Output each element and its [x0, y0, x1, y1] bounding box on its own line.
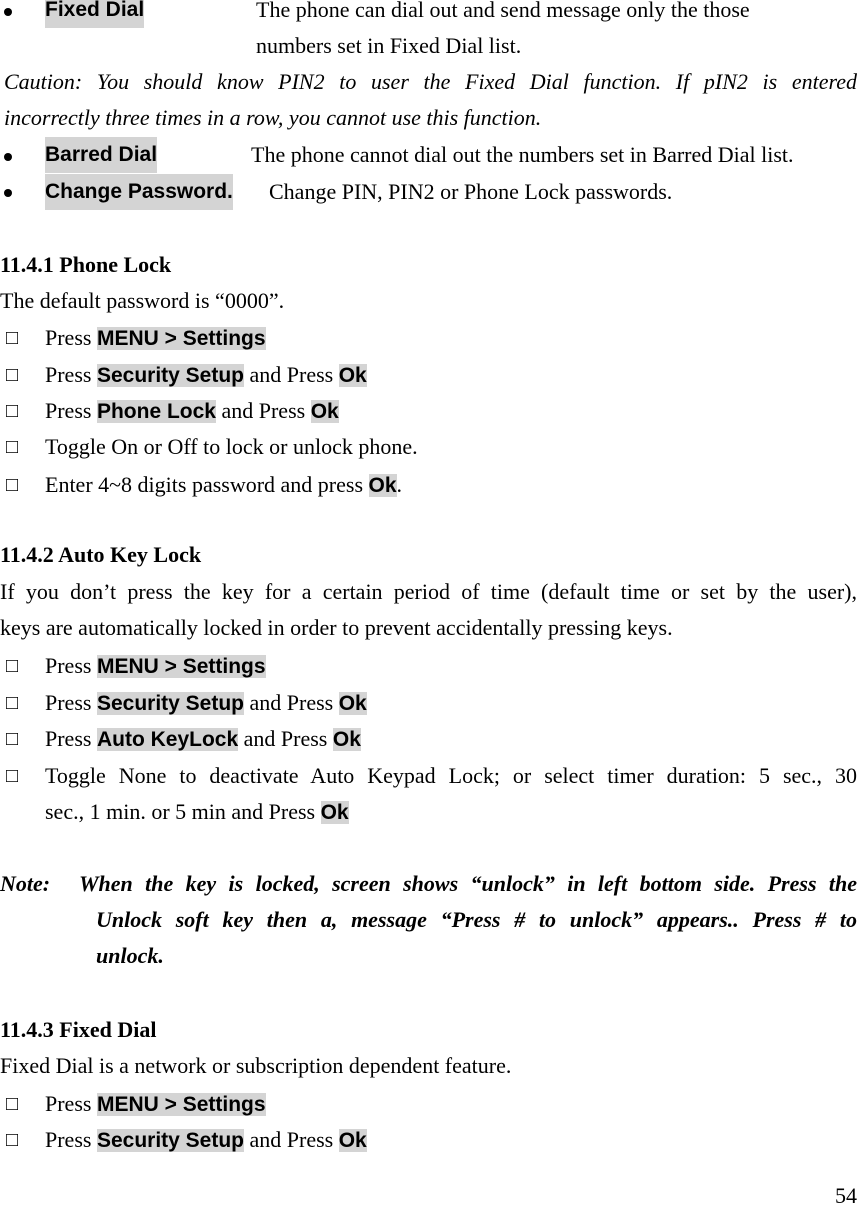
step-checkbox-icon: □	[6, 1129, 19, 1151]
menu-path: MENU > Settings	[96, 327, 266, 350]
bullet-dot	[4, 189, 12, 197]
paragraph: If you don’t press the key for a certain period of time (default time or set by the user),	[0, 579, 857, 604]
menu-option: Auto KeyLock	[96, 728, 239, 751]
bullet-dot	[4, 8, 12, 16]
menu-path: MENU > Settings	[96, 655, 266, 678]
note-line: When the key is locked, screen shows “unlock” in left bottom side. Press the	[79, 871, 857, 896]
bullet-dot	[4, 153, 12, 161]
step-item: □ Enter 4~8 digits password and press Ok.	[0, 467, 859, 503]
section-heading: 11.4.3 Fixed Dial	[0, 1017, 157, 1042]
bullet-desc: Change PIN, PIN2 or Phone Lock passwords.	[269, 179, 673, 204]
step-checkbox-icon: □	[6, 692, 19, 714]
bullet-desc: The phone can dial out and send message only the those	[256, 0, 750, 22]
page-number: 54	[835, 1183, 857, 1208]
note-line: Unlock soft key then a, message “Press # to unlock” appears.. Press # to	[96, 907, 857, 932]
ok-key: Ok	[338, 692, 367, 715]
ok-key: Ok	[368, 474, 397, 497]
paragraph: The default password is “0000”.	[0, 288, 285, 313]
bullet-term: Change Password.	[45, 174, 233, 210]
menu-option: Security Setup	[96, 1129, 244, 1152]
bullet-term: Fixed Dial	[45, 0, 144, 28]
ok-key: Ok	[338, 364, 367, 387]
step-item: □ Press Security Setup and Press Ok	[0, 357, 859, 393]
paragraph: Fixed Dial is a network or subscription dependent feature.	[0, 1053, 512, 1078]
ok-key: Ok	[320, 801, 349, 824]
menu-option: Security Setup	[96, 692, 244, 715]
step-checkbox-icon: □	[6, 474, 19, 496]
bullet-desc: numbers set in Fixed Dial list.	[256, 33, 522, 58]
ok-key: Ok	[310, 400, 339, 423]
caution-line: incorrectly three times in a row, you cannot use this function.	[4, 105, 542, 130]
step-checkbox-icon: □	[6, 400, 19, 422]
bullet-term: Barred Dial	[45, 137, 157, 173]
menu-option: Phone Lock	[96, 400, 216, 423]
menu-option: Security Setup	[96, 364, 244, 387]
step-item: □ Press Security Setup and Press Ok	[0, 685, 859, 721]
step-checkbox-icon: □	[6, 765, 19, 787]
ok-key: Ok	[332, 728, 361, 751]
step-item: □ Press Auto KeyLock and Press Ok	[0, 721, 859, 757]
paragraph: keys are automatically locked in order to prevent accidentally pressing keys.	[0, 615, 673, 640]
bullet-desc: The phone cannot dial out the numbers set in Barred Dial list.	[251, 142, 794, 167]
step-checkbox-icon: □	[6, 436, 19, 458]
step-item: □ Press MENU > Settings	[0, 648, 859, 684]
step-checkbox-icon: □	[6, 728, 19, 750]
step-item: □ Press Security Setup and Press Ok	[0, 1122, 859, 1158]
step-item: □ Press MENU > Settings	[0, 320, 859, 356]
section-heading: 11.4.1 Phone Lock	[0, 252, 172, 277]
step-item: □ Press Phone Lock and Press Ok	[0, 393, 859, 429]
step-item: □ Press MENU > Settings	[0, 1086, 859, 1122]
section-heading: 11.4.2 Auto Key Lock	[0, 542, 202, 567]
ok-key: Ok	[338, 1129, 367, 1152]
caution-line: Caution: You should know PIN2 to user the Fixed Dial function. If pIN2 is entered	[4, 69, 857, 94]
step-checkbox-icon: □	[6, 364, 19, 386]
note-label: Note:	[0, 871, 51, 896]
step-item: □ Toggle None to deactivate Auto Keypad Lock; or select timer duration: 5 sec., 30 sec., 1 min. or 5 min and Press Ok	[0, 758, 859, 830]
step-checkbox-icon: □	[6, 655, 19, 677]
step-checkbox-icon: □	[6, 327, 19, 349]
menu-path: MENU > Settings	[96, 1093, 266, 1116]
note-line: unlock.	[96, 943, 164, 968]
step-checkbox-icon: □	[6, 1093, 19, 1115]
step-item: □ Toggle On or Off to lock or unlock phone.	[0, 429, 859, 465]
